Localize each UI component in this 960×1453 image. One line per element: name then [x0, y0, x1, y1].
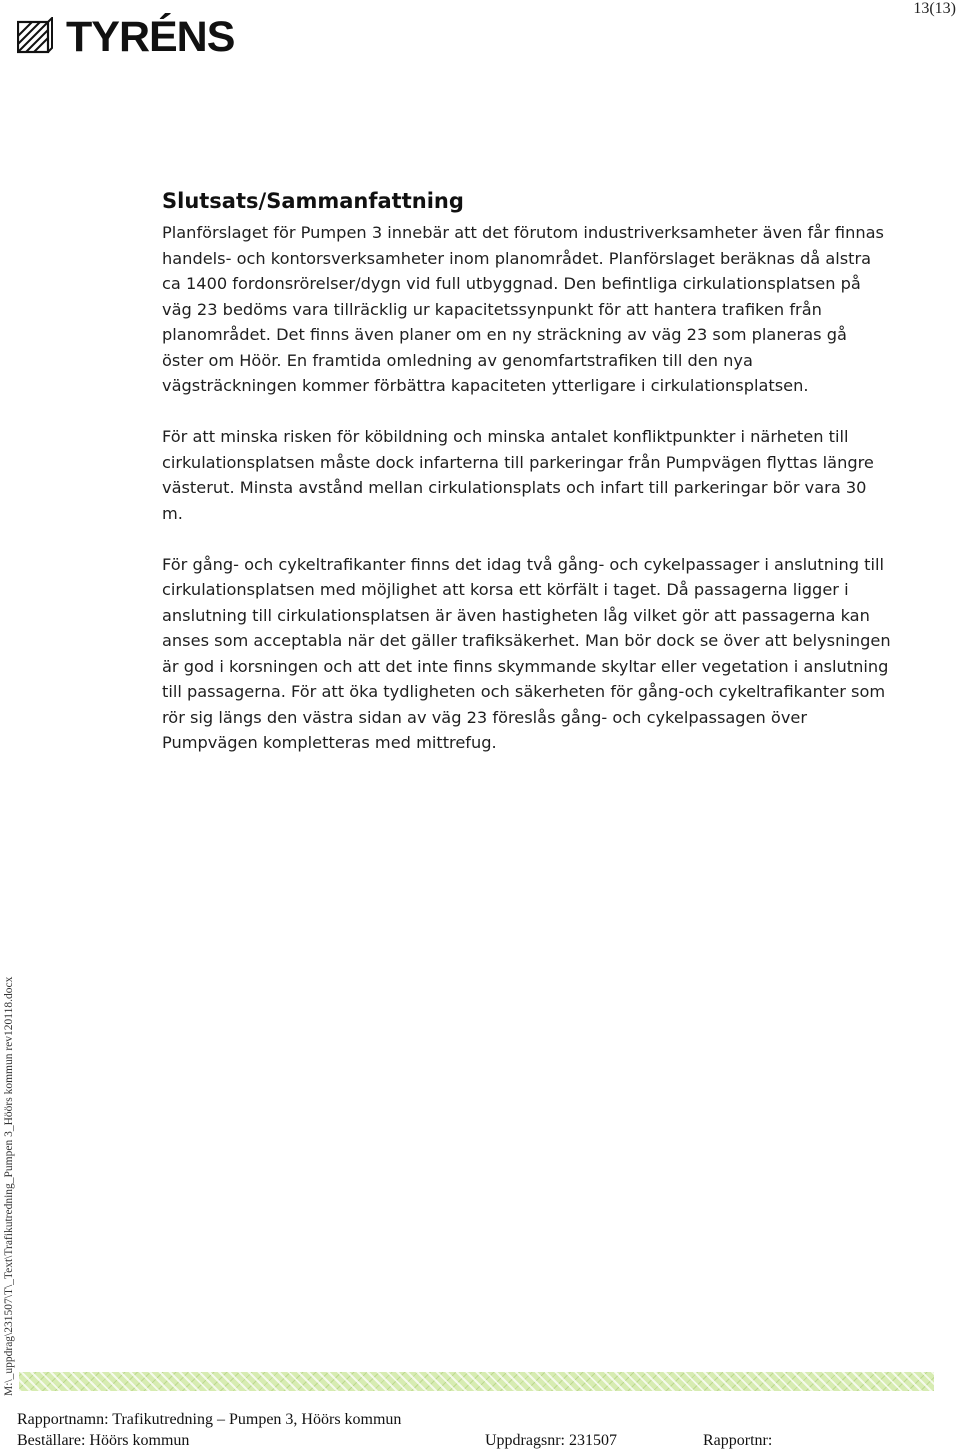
- footer-client: Beställare: Höörs kommun: [17, 1432, 190, 1449]
- footer: [17, 1410, 947, 1452]
- footer-report-name: Rapportnamn: Trafikutredning – Pumpen 3, Höörs kommun: [17, 1411, 402, 1428]
- footer-order-number: Uppdragsnr: 231507: [485, 1432, 617, 1449]
- paragraph-queueing: [162, 424, 892, 526]
- footer-decorative-stripe: [19, 1372, 934, 1391]
- company-logo: [17, 13, 235, 61]
- document-body: [162, 186, 892, 781]
- paragraph-text: För att minska risken för köbildning och minska antalet konfliktpunkter i närheten till cirkulationsplatsen måste dock infarterna till parkeringar från Pumpvägen flyttas längre västerut. Minsta avstånd mellan cirkulationsplats och infart till parkeringar bör vara 30 m.: [162, 427, 874, 523]
- paragraph-text: Planförslaget för Pumpen 3 innebär att det förutom industriverksamheter även får finnas handels- och kontorsverksamheter inom planområdet. Planförslaget beräknas då alstra ca 1400 fordonsrörelser/dygn vid full utbyggnad.: [162, 223, 884, 293]
- paragraph-pedestrians: [162, 552, 892, 756]
- tyrens-logo-icon: [17, 17, 53, 57]
- paragraph-text: För gång- och cykeltrafikanter finns det idag två gång- och cykelpassager i anslutning till cirkulationsplatsen med möjlighet att korsa ett körfält i taget. Då passagerna ligger i anslutning till cirkulationsplatsen är även hastigheten låg vilket gör att passagerna kan anses som acceptabla när det gäller trafiksäkerhet. Man bör dock se över att belysningen är god i korsningen och att det inte finns skymmande skyltar eller vegetation i anslutning till passagerna. För att öka tydligheten och säkerheten för gång-och cykeltrafikanter som rör sig längs den västra sidan av väg 23 föreslås gång- och cykelpassagen över Pumpvägen kompletteras med mittrefug.: [162, 554, 891, 752]
- paragraph-summary: [162, 220, 892, 399]
- footer-meta-row: [17, 1430, 947, 1452]
- paragraph-text: Den befintliga cirkulationsplatsen på väg 23 bedöms vara tillräcklig ur kapacitetssynpunkt för att hantera trafiken från planområdet. Det finns även planer om en ny sträckning av väg 23 som planeras gå öster om Höör. En framtida omledning av genomfartstrafiken till den nya vägsträckningen kommer förbättra kapaciteten ytterligare i cirkulationsplatsen.: [162, 274, 861, 395]
- section-heading: Slutsats/Sammanfattning: [162, 189, 464, 213]
- logo-wordmark: TYRÉNS: [66, 13, 235, 61]
- file-path-vertical: M:\_uppdrag\231507\T\_Text\Trafikutredning_Pumpen 3_Höörs kommun rev120118.docx: [3, 976, 15, 1396]
- page-number: 13(13): [913, 0, 956, 17]
- footer-report-number: Rapportnr:: [703, 1432, 773, 1449]
